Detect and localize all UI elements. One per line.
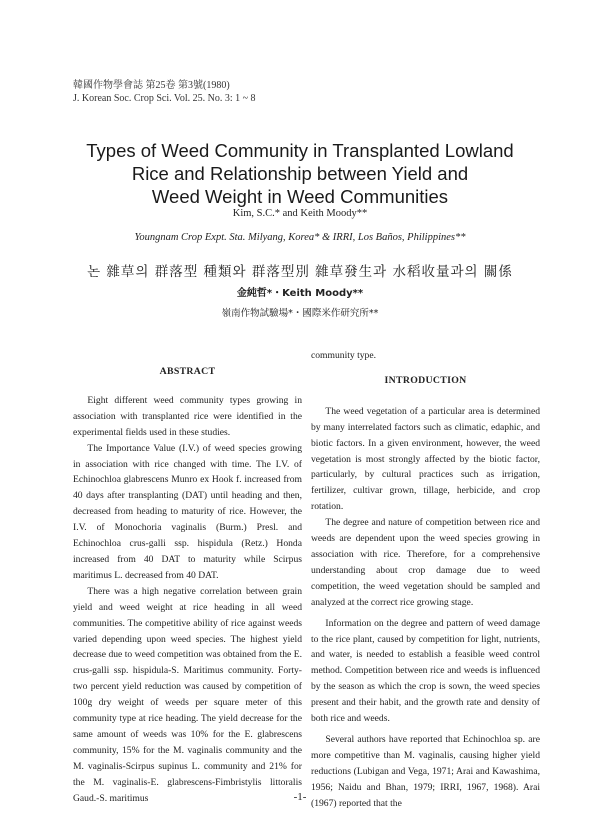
- abstract-paragraph: Eight different weed community types growing in association with transplanted rice were identified in the experimental fields used in these studies.: [73, 394, 302, 438]
- journal-header: [73, 79, 256, 105]
- journal-citation-english: J. Korean Soc. Crop Sci. Vol. 25. No. 3: 1 ~ 8: [73, 93, 256, 104]
- abstract-paragraph: The Importance Value (I.V.) of weed species growing in association with rice changed with time. The I.V. of Echinochloa glabrescens Munro ex Hook f. increased from 40 days after transplanting (DAT) until heading and then, decreased from heading to maturity of rice. However, the I.V. of Monochoria vaginalis (Burm.) Presl. and Echinochloa crus-galli ssp. hispidula (Retz.) Honda increased from 40 DAT to maturity while Scirpus maritimus L. decreased from 40 DAT.: [73, 442, 302, 581]
- abstract-heading: ABSTRACT: [159, 366, 216, 377]
- introduction-column: [311, 348, 540, 811]
- korean-authors: 金純哲*・Keith Moody**: [236, 288, 364, 299]
- title-line-2: Rice and Relationship between Yield and: [131, 163, 469, 184]
- korean-affiliation: 嶺南作物試驗場*・國際米作研究所**: [221, 308, 379, 319]
- introduction-heading: INTRODUCTION: [384, 374, 467, 386]
- paper-title: [40, 139, 560, 208]
- intro-paragraph: The weed vegetation of a particular area is determined by many interrelated factors such as climatic, edaphic, and biotic factors. In a given environment, however, the weed vegetation is most strongly affected by the biotic factor, particularly, by cultural practices such as irrigation, fertilizer, cultivar grown, tillage, herbicide, and crop rotation.: [311, 405, 540, 513]
- affiliation: Youngnam Crop Expt. Sta. Milyang, Korea* & IRRI, Los Baños, Philippines**: [134, 232, 466, 243]
- abstract-continuation: community type.: [311, 350, 377, 361]
- journal-citation-korean: 韓國作物學會誌 第25卷 第3號(1980): [73, 80, 230, 91]
- abstract-column: [73, 364, 302, 806]
- title-line-1: Types of Weed Community in Transplanted Lowland: [86, 140, 514, 161]
- intro-paragraph: Information on the degree and pattern of weed damage to the rice plant, caused by competition for light, nutrients, and water, is needed to establish a feasible weed control method. Competition between rice and weeds is influenced by the season as which the crop is sown, the weed species present and their habit, and the growth rate and density of both rice and weeds.: [311, 617, 540, 725]
- page-number: -1-: [293, 791, 307, 803]
- intro-paragraph: Several authors have reported that Echinochloa sp. are more competitive than M. vaginalis, causing higher yield reductions (Lubigan and Vega, 1971; Arai and Kawashima, 1956; Naidu and Bhan, 1979; IRRI, 1967, 1968). Arai (1967) reported that the: [311, 733, 540, 809]
- korean-title: 논 雜草의 群落型 種類와 群落型別 雜草發生과 水稻收量과의 關係: [87, 264, 513, 280]
- authors: Kim, S.C.* and Keith Moody**: [232, 208, 368, 219]
- title-line-3: Weed Weight in Weed Communities: [151, 186, 449, 207]
- intro-paragraph: The degree and nature of competition between rice and weeds are dependent upon the weed species growing in association with rice. Therefore, for a comprehensive understanding about crop damage due to weed competition, the weed vegetation should be sampled and analyzed at the correct rice growing stage.: [311, 517, 540, 608]
- abstract-paragraph: There was a high negative correlation between grain yield and weed weight at rice heading in all weed communities. The competitive ability of rice against weeds varied depending upon weed species. The highest yield decrease due to weed competition was obtained from the E. crus-galli ssp. hispidula-S. Maritimus community. Forty-two percent yield reduction was caused by competition of 100g dry weight of weeds per square meter of this community type at rice heading. The yield decrease for the same amount of weeds was 10% for the E. glabrescens community, 15% for the M. vaginalis community and the M. vaginalis-Scirpus supinus L. community and 21% for the M. vaginalis-E. glabrescens-Fimbristylis littoralis Gaud.-S. maritimus: [73, 585, 302, 804]
